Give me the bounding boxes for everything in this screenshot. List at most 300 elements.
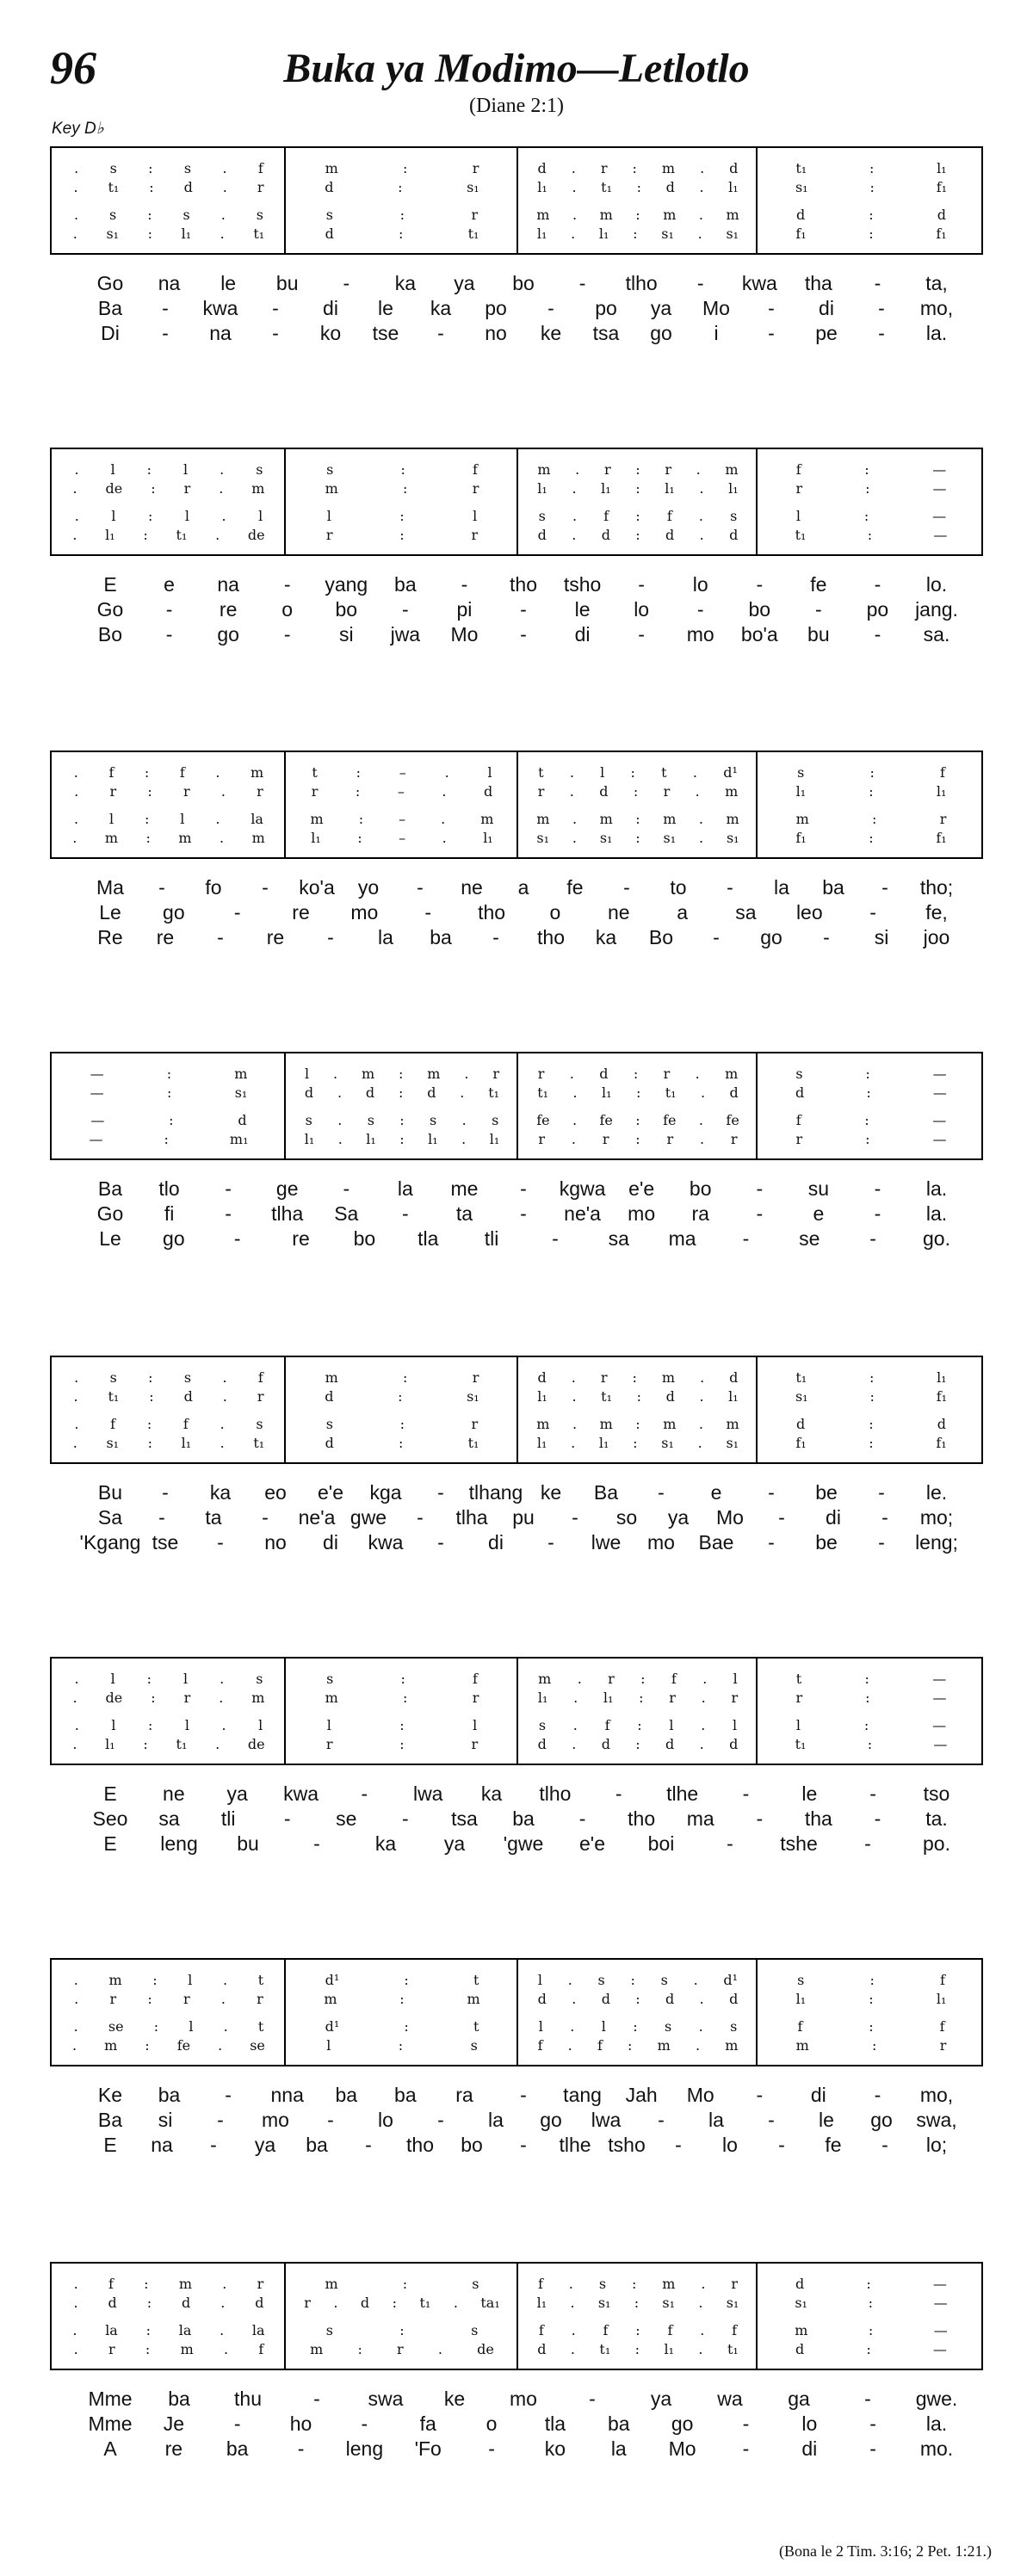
lyric-syllable: lo [801, 2412, 818, 2435]
solfa-token: : [635, 810, 640, 827]
measure-notes [59, 525, 279, 544]
lyric-syllable: tho [406, 2134, 434, 2156]
lyric-syllable: ba [430, 926, 452, 948]
lyric-syllable: Go [96, 1202, 124, 1225]
lyric-syllable: - [768, 2109, 775, 2131]
solfa-staff [50, 448, 983, 556]
lyric-syllable: Mo [716, 1506, 744, 1529]
solfa-token: l₁ [536, 2294, 547, 2311]
solfa-token: – [397, 782, 405, 800]
solfa-token: t [538, 763, 544, 781]
solfa-token: m [599, 206, 613, 223]
measure-notes [764, 781, 978, 800]
solfa-token: : [872, 2036, 877, 2054]
solfa-token: : [166, 1065, 172, 1082]
lyric-syllable: be [815, 1481, 838, 1504]
solfa-token: f [732, 2321, 738, 2338]
solfa-token: r [257, 178, 264, 195]
solfa-token: m [726, 206, 739, 223]
lyric-syllable: - [162, 1481, 169, 1504]
solfa-token: . [698, 1415, 704, 1432]
music-system [50, 2262, 983, 2462]
lyric-syllable: di [801, 2437, 818, 2460]
lyric-syllable: mo; [919, 1506, 954, 1529]
measure-notes [764, 224, 978, 243]
solfa-token: : [169, 1111, 174, 1128]
lyric-syllable: leng; [915, 1531, 958, 1554]
lyric-syllable: jang. [915, 598, 958, 621]
solfa-token: . [224, 2340, 229, 2357]
solfa-token: d¹ [723, 1971, 739, 1988]
measure-notes [293, 763, 511, 781]
lyric-syllable: - [520, 1177, 527, 1200]
lyric-syllable: - [343, 272, 350, 294]
measure-notes [525, 1688, 751, 1707]
lyric-syllable: ka [595, 926, 617, 948]
lyric-syllable: ne'a [298, 1506, 336, 1529]
lyric-line [50, 1177, 983, 1202]
lyric-syllable: - [162, 297, 169, 319]
solfa-token: m₁ [229, 1130, 249, 1147]
lyric-syllable: la. [925, 2412, 948, 2435]
solfa-token: : [145, 829, 151, 846]
lyric-syllable: E [103, 2134, 117, 2156]
lyric-syllable: ba [394, 2084, 417, 2106]
solfa-token: r [257, 1990, 263, 2007]
measure-notes [59, 828, 279, 847]
solfa-token: d [537, 526, 547, 543]
lyric-syllable: - [878, 1481, 885, 1504]
solfa-token: : [402, 2275, 408, 2292]
measure-notes [293, 1064, 511, 1083]
solfa-token: . [73, 810, 79, 827]
solfa-token: . [700, 1130, 705, 1147]
lyric-syllable: - [313, 2388, 320, 2410]
solfa-token: : [635, 507, 640, 524]
voice-part-row [52, 1715, 981, 1734]
measure-notes [525, 1669, 751, 1688]
solfa-token: d [729, 1368, 739, 1386]
measure-notes [293, 460, 511, 479]
solfa-token: s [598, 2275, 607, 2292]
solfa-token: : [866, 1084, 871, 1101]
voice-part-row [52, 2017, 981, 2035]
solfa-token: . [220, 1434, 225, 1451]
solfa-token: . [73, 1971, 78, 1988]
lyric-line [50, 901, 983, 926]
solfa-token: . [700, 2321, 705, 2338]
solfa-token: f [258, 2340, 264, 2357]
lyric-syllable: e'e [628, 1177, 655, 1200]
solfa-token: l [537, 1971, 542, 1988]
lyric-syllable: kwa [368, 1531, 404, 1554]
measure-notes [59, 1387, 279, 1405]
solfa-token: . [223, 2017, 228, 2035]
voice-part-row [52, 1688, 981, 1707]
measure-notes [764, 1688, 978, 1707]
lyric-syllable: fa [419, 2412, 436, 2435]
solfa-token: m [536, 810, 550, 827]
solfa-token: : [869, 1387, 875, 1405]
solfa-token: . [461, 1111, 467, 1128]
solfa-staff [50, 2262, 983, 2370]
solfa-token: : [628, 2036, 633, 2054]
solfa-token: — [932, 507, 947, 524]
solfa-token: r [537, 1065, 545, 1082]
solfa-token: . [220, 829, 225, 846]
lyric-syllable: ne'a [564, 1202, 601, 1225]
lyric-syllable: ho [289, 2412, 312, 2435]
lyric-syllable: - [437, 1481, 444, 1504]
voice-part-row [52, 1083, 981, 1102]
lyric-syllable: - [437, 2109, 444, 2131]
solfa-token: — [933, 1735, 948, 1752]
solfa-token: r [109, 1990, 117, 2007]
lyric-syllable: ya [650, 297, 672, 319]
measure-notes [764, 177, 978, 196]
lyric-syllable: - [225, 1177, 232, 1200]
solfa-token: — [90, 1111, 105, 1128]
lyric-syllable: - [225, 2084, 232, 2106]
lyric-syllable: - [756, 2084, 764, 2106]
solfa-token: m [795, 810, 809, 827]
lyric-syllable: - [869, 901, 876, 924]
lyric-syllable: E [103, 1832, 117, 1855]
lyric-syllable: - [869, 2412, 876, 2435]
solfa-token: s [182, 206, 190, 223]
solfa-token: s [538, 1716, 547, 1733]
solfa-token: s [325, 2321, 333, 2338]
solfa-token: — [932, 1670, 947, 1687]
measure-notes [293, 809, 511, 828]
lyric-syllable: - [727, 1832, 733, 1855]
lyric-syllable: E [103, 1782, 117, 1805]
measure-notes [764, 1064, 978, 1083]
lyrics-block [50, 573, 983, 648]
lyric-line [50, 2437, 983, 2462]
lyric-syllable: di [323, 297, 338, 319]
solfa-token: s [109, 206, 117, 223]
solfa-token: . [222, 2275, 227, 2292]
lyric-syllable: - [297, 2437, 305, 2460]
measure-notes [525, 763, 751, 781]
solfa-token: . [572, 810, 578, 827]
solfa-token: la [105, 2321, 118, 2338]
measure-notes [293, 1129, 511, 1148]
solfa-token: d [665, 1990, 675, 2007]
lyric-syllable: - [488, 2437, 495, 2460]
measure-notes [59, 177, 279, 196]
measure-notes [525, 1064, 751, 1083]
solfa-token: f [797, 2017, 803, 2035]
lyric-syllable: ne [461, 876, 483, 899]
measure-notes [59, 506, 279, 525]
lyric-syllable: - [756, 1202, 764, 1225]
lyric-syllable: - [272, 297, 279, 319]
solfa-token: . [72, 2036, 77, 2054]
lyric-syllable: go [760, 926, 782, 948]
lyric-syllable: o [281, 598, 294, 621]
lyric-syllable: ga [788, 2388, 810, 2410]
solfa-token: m [536, 1415, 550, 1432]
lyric-syllable: mo [510, 2388, 537, 2410]
lyric-syllable: tla [418, 1227, 439, 1250]
solfa-token: l₁ [728, 1387, 739, 1405]
music-system [50, 146, 983, 347]
measure-notes [764, 828, 978, 847]
lyric-line [50, 1506, 983, 1531]
solfa-token: . [697, 1434, 702, 1451]
solfa-token: : [148, 1368, 153, 1386]
footer-reference: (Bona le 2 Tim. 3:16; 2 Pet. 1:21.) [778, 2542, 992, 2560]
solfa-token: . [461, 1130, 467, 1147]
solfa-token: — [932, 1111, 947, 1128]
voice-part-row [52, 1989, 981, 2008]
solfa-token: . [453, 2294, 458, 2311]
solfa-token: fe [176, 2036, 191, 2054]
solfa-token: . [699, 526, 704, 543]
music-system [50, 1657, 983, 1857]
voice-part-row [52, 2274, 981, 2293]
solfa-token: : [865, 1689, 870, 1706]
lyric-syllable: na [151, 2134, 173, 2156]
solfa-token: l₁ [665, 479, 675, 497]
lyric-syllable: - [658, 1481, 665, 1504]
solfa-token: f [603, 2321, 609, 2338]
solfa-token: . [572, 1716, 578, 1733]
lyric-syllable: le [801, 1782, 818, 1805]
solfa-token: : [147, 206, 152, 223]
solfa-token: : [864, 1111, 869, 1128]
solfa-token: : [640, 1670, 646, 1687]
solfa-token: fe [726, 1111, 739, 1128]
solfa-token: – [399, 763, 406, 781]
measure-notes [59, 809, 279, 828]
solfa-token: r [183, 1689, 191, 1706]
solfa-token: s₁ [234, 1084, 248, 1101]
solfa-token: : [869, 1990, 874, 2007]
solfa-token: f₁ [795, 829, 807, 846]
solfa-token: r [600, 1368, 608, 1386]
measure-notes [764, 2017, 978, 2035]
solfa-token: — [932, 460, 947, 478]
solfa-token: . [572, 1735, 577, 1752]
solfa-token: r [608, 1670, 615, 1687]
lyric-syllable: mo, [919, 297, 954, 319]
lyric-syllable: - [874, 573, 881, 596]
lyric-syllable: pi [456, 598, 473, 621]
solfa-token: . [220, 1670, 225, 1687]
solfa-token: m [795, 2036, 809, 2054]
solfa-token: . [572, 526, 577, 543]
solfa-token: d [665, 178, 675, 195]
solfa-token: d [601, 526, 610, 543]
lyric-line [50, 926, 983, 951]
lyric-syllable: - [461, 573, 468, 596]
lyric-syllable: re [266, 926, 285, 948]
lyric-syllable: - [638, 573, 645, 596]
lyric-syllable: lo [692, 573, 708, 596]
solfa-token: f [940, 1971, 945, 1988]
solfa-token: r [325, 526, 333, 543]
solfa-token: r [731, 1689, 739, 1706]
solfa-token: l₁ [304, 1130, 315, 1147]
solfa-token: t₁ [795, 526, 807, 543]
solfa-token: – [399, 810, 406, 827]
lyric-syllable: fe [825, 2134, 842, 2156]
solfa-token: d [183, 178, 193, 195]
measure-notes [293, 479, 511, 497]
lyric-syllable: tli [220, 1807, 236, 1830]
solfa-token: . [570, 2294, 575, 2311]
measure-notes [764, 1734, 978, 1753]
lyric-line [50, 2388, 983, 2412]
solfa-token: m [661, 159, 676, 176]
solfa-token: de [105, 1689, 123, 1706]
solfa-token: l [600, 763, 605, 781]
lyric-syllable: yo [357, 876, 380, 899]
voice-part-row [52, 1110, 981, 1129]
solfa-token: : [357, 2340, 362, 2357]
solfa-token: m [726, 810, 739, 827]
solfa-token: m [663, 810, 677, 827]
solfa-token: : [147, 1434, 153, 1451]
solfa-token: : [634, 2294, 640, 2311]
lyric-syllable: - [881, 1506, 888, 1529]
solfa-token: . [702, 1670, 708, 1687]
lyric-syllable: ko [319, 322, 342, 344]
solfa-token: . [570, 2017, 575, 2035]
solfa-token: . [700, 1368, 705, 1386]
lyric-line [50, 2084, 983, 2109]
measure-notes [59, 1083, 279, 1102]
solfa-token: . [73, 2017, 78, 2035]
lyric-syllable: ne [607, 901, 630, 924]
lyric-syllable: le [574, 598, 591, 621]
solfa-token: m [325, 479, 338, 497]
solfa-token: t₁ [176, 526, 188, 543]
solfa-token: l₁ [601, 479, 611, 497]
solfa-token: l [258, 1716, 263, 1733]
lyric-syllable: tang [563, 2084, 602, 2106]
solfa-token: . [460, 1084, 465, 1101]
solfa-token: : [152, 1971, 158, 1988]
solfa-token: : [631, 2275, 637, 2292]
solfa-token: t₁ [601, 178, 612, 195]
solfa-token: . [698, 2340, 703, 2357]
lyric-syllable: eo [264, 1481, 287, 1504]
lyric-syllable: kgwa [559, 1177, 606, 1200]
lyric-syllable: bo [748, 598, 771, 621]
solfa-token: t₁ [665, 1084, 677, 1101]
lyric-syllable: di [810, 2084, 826, 2106]
measure-notes [293, 525, 511, 544]
solfa-token: d [796, 1415, 806, 1432]
lyric-syllable: - [874, 1177, 881, 1200]
solfa-token: r [257, 1387, 264, 1405]
solfa-token: d [729, 526, 739, 543]
lyric-syllable: - [874, 2084, 881, 2106]
solfa-token: . [437, 2340, 442, 2357]
measure-notes [59, 1989, 279, 2008]
solfa-token: s [325, 206, 333, 223]
solfa-token: d [729, 1735, 739, 1752]
lyric-syllable: - [272, 322, 279, 344]
lyric-syllable: - [437, 322, 444, 344]
solfa-token: d [795, 2340, 805, 2357]
voice-part-row [52, 224, 981, 243]
solfa-token: . [74, 1368, 79, 1386]
solfa-token: : [635, 829, 640, 846]
solfa-token: : [403, 479, 408, 497]
measure-notes [525, 479, 751, 497]
solfa-token: . [699, 178, 704, 195]
solfa-token: . [444, 763, 449, 781]
solfa-token: . [698, 810, 704, 827]
solfa-token: . [220, 2321, 225, 2338]
solfa-token: r [257, 782, 263, 800]
solfa-token: r [600, 159, 608, 176]
solfa-token: . [569, 1065, 574, 1082]
solfa-token: . [569, 782, 574, 800]
lyric-syllable: di [574, 623, 591, 646]
solfa-token: m [467, 1990, 480, 2007]
measure-notes [59, 205, 279, 224]
solfa-token: de [247, 1735, 265, 1752]
solfa-token: t [473, 2017, 479, 2035]
lyric-syllable: Seo [92, 1807, 128, 1830]
measure-notes [293, 2320, 511, 2339]
solfa-token: : [399, 526, 405, 543]
measure-notes [525, 809, 751, 828]
lyric-syllable: - [437, 1531, 444, 1554]
lyric-syllable: tla [544, 2412, 566, 2435]
solfa-token: d [182, 2294, 191, 2311]
lyric-syllable: ba [168, 2388, 190, 2410]
solfa-token: s [730, 507, 738, 524]
solfa-token: . [215, 763, 220, 781]
solfa-token: . [693, 1971, 698, 1988]
lyric-syllable: ne [163, 1782, 185, 1805]
lyric-syllable: lo [634, 598, 650, 621]
solfa-token: . [701, 1716, 706, 1733]
lyrics-block [50, 2388, 983, 2462]
solfa-token: : [868, 2294, 873, 2311]
solfa-token: . [222, 178, 227, 195]
lyric-line [50, 1227, 983, 1252]
solfa-token: r [730, 1130, 738, 1147]
lyric-syllable: - [778, 2134, 785, 2156]
solfa-token: . [73, 2340, 78, 2357]
lyric-syllable: na [217, 573, 239, 596]
lyric-line [50, 297, 983, 322]
solfa-token: . [337, 1084, 343, 1101]
measure-notes [59, 1688, 279, 1707]
solfa-token: l [326, 1716, 331, 1733]
solfa-token: : [866, 2275, 871, 2292]
solfa-token: f [110, 1415, 116, 1432]
solfa-token: — [932, 1689, 947, 1706]
lyric-syllable: yang [325, 573, 368, 596]
lyric-syllable: ba [335, 2084, 358, 2106]
lyric-syllable: thu [234, 2388, 262, 2410]
lyric-syllable: go [163, 901, 185, 924]
solfa-token: r [397, 2340, 404, 2357]
lyric-syllable: tse [152, 1531, 179, 1554]
measure-notes [764, 158, 978, 177]
solfa-token: — [932, 479, 947, 497]
measure-notes [293, 1387, 511, 1405]
